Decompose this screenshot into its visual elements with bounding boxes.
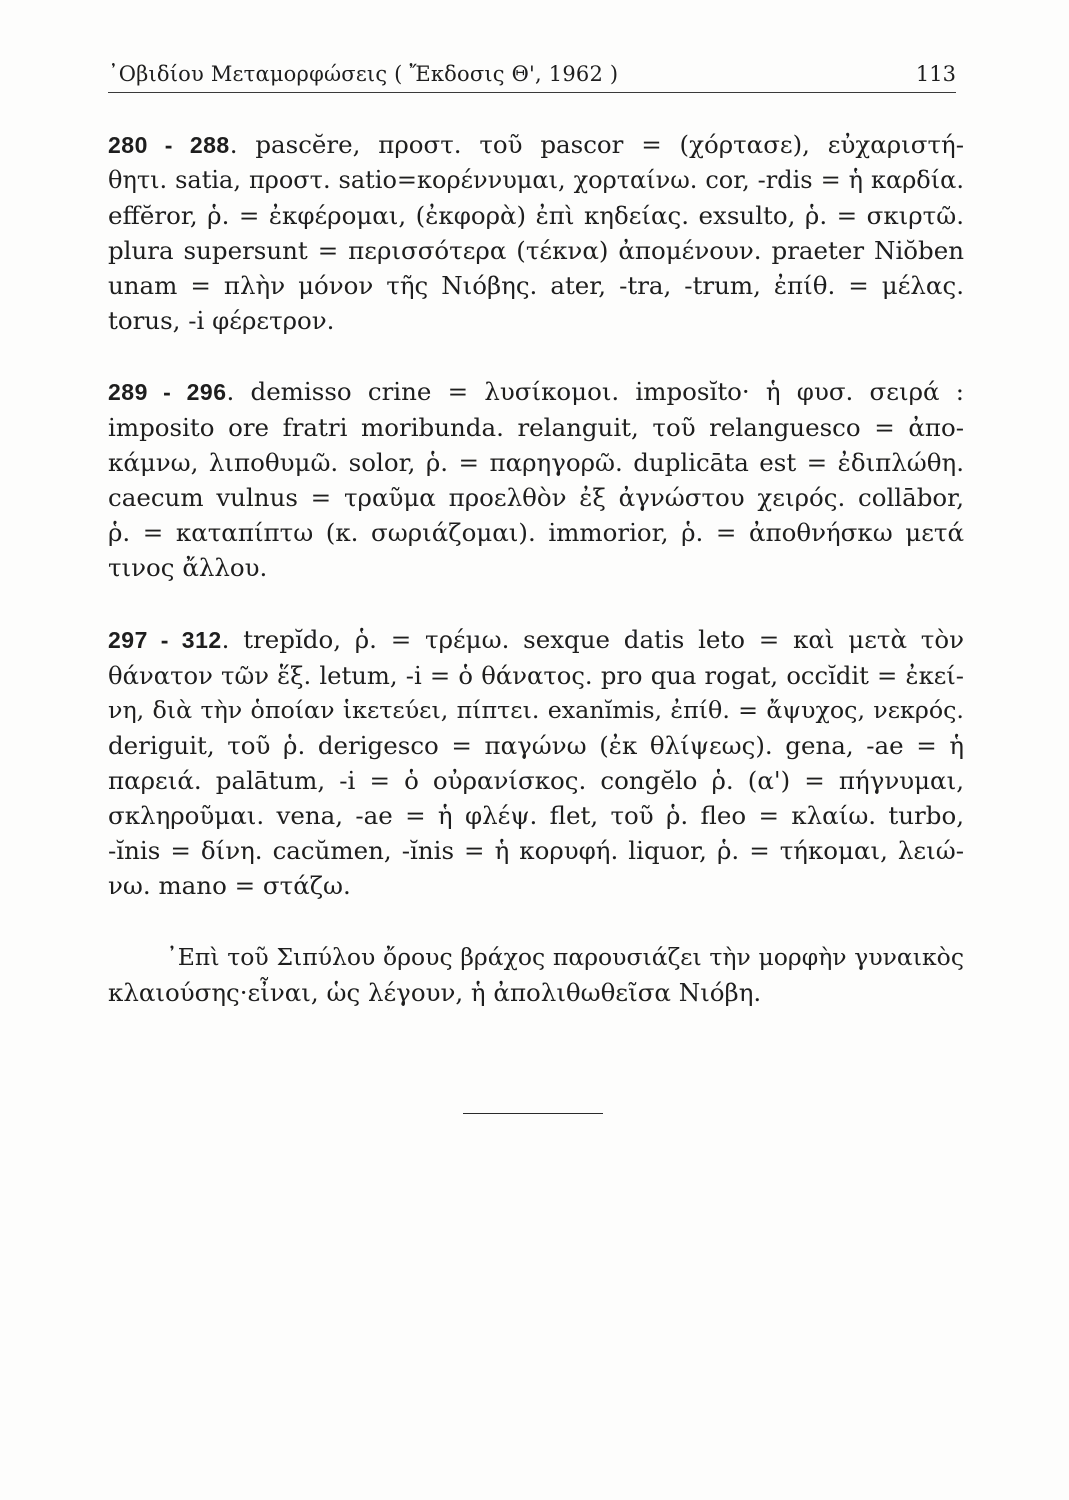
commentary-line: 289 - 296. demisso crine = λυσίκομοι. imposĭto· ἡ φυσ. σειρά :: [108, 377, 964, 406]
commentary-line: -ĭnis = δίνη. cacŭmen, -ĭnis = ἡ κορυφή. liquor, ῥ. = τήκομαι, λειώ-: [108, 836, 964, 865]
commentary-line: παρειά. palātum, -i = ὁ οὐρανίσκος. congĕlo ῥ. (α') = πήγνυμαι,: [108, 766, 964, 795]
commentary-line: σκληροῦμαι. vena, -ae = ἡ φλέψ. flet, τοῦ ῥ. fleo = κλαίω. turbo,: [108, 801, 964, 830]
commentary-section-280-288: [108, 127, 964, 338]
commentary-line: νη, διὰ τὴν ὁποίαν ἱκετεύει, πίπτει. exanĭmis, ἐπίθ. = ἄψυχος, νεκρός.: [108, 696, 964, 724]
commentary-line: unam = πλὴν μόνον τῆς Νιόβης. ater, -tra, -trum, ἐπίθ. = μέλας.: [108, 271, 964, 300]
closing-note: [108, 940, 964, 1010]
commentary-line: 280 - 288. pascĕre, προστ. τοῦ pascor = (χόρτασε), εὐχαριστή-: [108, 130, 964, 159]
commentary-line: τινος ἄλλου.: [108, 553, 268, 582]
commentary-line: imposito ore fratri moribunda. relanguit, τοῦ relanguesco = ἀπο-: [108, 413, 964, 442]
commentary-line: plura supersunt = περισσότερα (τέκνα) ἀπομένουν. praeter Niŏben: [108, 236, 964, 265]
verse-range-number: 280 - 288: [108, 132, 230, 158]
running-head-title: ᾿Οβιδίου Μεταμορφώσεις ( Ἔκδοσις Θ', 1962 ): [108, 62, 619, 86]
commentary-line: deriguit, τοῦ ῥ. derigesco = παγώνω (ἐκ θλίψεως). gena, -ae = ἡ: [108, 731, 964, 760]
commentary-line: θητι. satia, προστ. satio=κορέννυμαι, χορταίνω. cor, -rdis = ἡ καρδία.: [108, 166, 964, 194]
commentary-line: effĕror, ῥ. = ἐκφέρομαι, (ἐκφορὰ) ἐπὶ κηδείας. exsulto, ῥ. = σκιρτῶ.: [108, 201, 964, 230]
commentary-line: νω. mano = στάζω.: [108, 871, 351, 900]
commentary-line: κάμνω, λιποθυμῶ. solor, ῥ. = παρηγορῶ. duplicāta est = ἐδιπλώθη.: [108, 448, 964, 477]
commentary-line: θάνατον τῶν ἕξ. letum, -i = ὁ θάνατος. pro qua rogat, occĭdit = ἐκεί-: [108, 661, 964, 690]
closing-note-line: ᾿Επὶ τοῦ Σιπύλου ὄρους βράχος παρουσιάζει τὴν μορφὴν γυναικὸς: [166, 943, 964, 971]
commentary-line: torus, -i φέρετρον.: [108, 306, 335, 335]
page-number: 113: [915, 62, 956, 86]
closing-note-line: κλαιούσης·εἶναι, ὡς λέγουν, ἡ ἀπολιθωθεῖσα Νιόβη.: [108, 978, 762, 1007]
commentary-section-297-312: [108, 622, 964, 903]
commentary-line: ῥ. = καταπίπτω (κ. σωριάζομαι). immorior, ῥ. = ἀποθνήσκω μετά: [108, 518, 964, 547]
end-rule-divider: [463, 1113, 603, 1114]
running-head: [108, 62, 956, 93]
commentary-section-289-296: [108, 374, 964, 585]
commentary-line: caecum vulnus = τραῦμα προελθὸν ἐξ ἀγνώστου χειρός. collābor,: [108, 483, 964, 512]
verse-range-number: 297 - 312: [108, 627, 222, 653]
verse-range-number: 289 - 296: [108, 379, 227, 405]
commentary-line: 297 - 312. trepĭdo, ῥ. = τρέμω. sexque datis leto = καὶ μετὰ τὸν: [108, 625, 964, 654]
